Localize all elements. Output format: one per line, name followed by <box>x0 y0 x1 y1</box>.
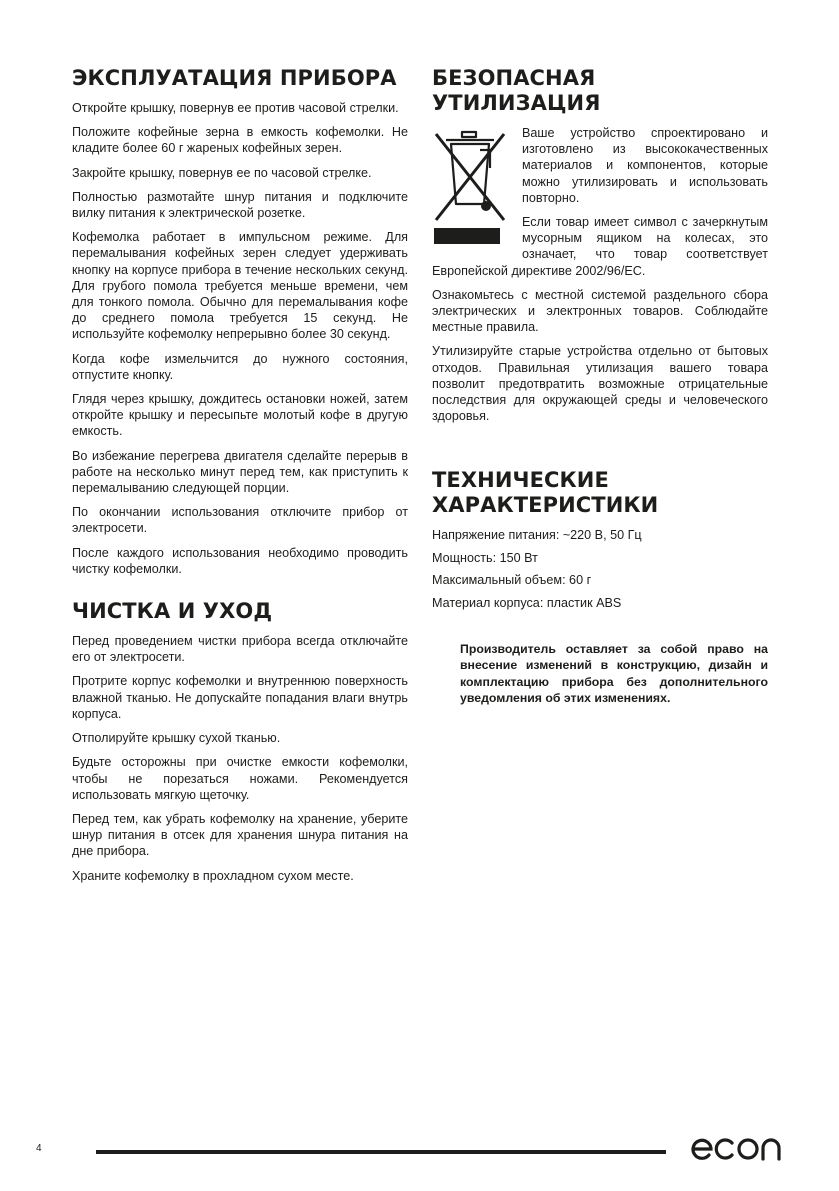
econ-logo <box>690 1134 782 1164</box>
cleaning-paragraph: Перед проведением чистки прибора всегда отключайте его от электросети. <box>72 634 408 665</box>
disposal-paragraph: Если товар имеет символ с зачеркнутым мусорным ящиком на колесах, это означает, что товар соответствует Европейской директиве 2002/96/EC. <box>432 215 768 278</box>
disposal-title: БЕЗОПАСНАЯ УТИЛИЗАЦИЯ <box>432 66 601 115</box>
specs-section <box>432 468 768 611</box>
operation-paragraph: Во избежание перегрева двигателя сделайте перерыв в работе на несколько минут перед тем, как приступить к перемалыванию следующей порции. <box>72 448 408 496</box>
operation-paragraph: Глядя через крышку, дождитесь остановки ножей, затем откройте крышку и пересыпьте молотый кофе в другую емкость. <box>72 392 408 439</box>
right-column <box>432 66 768 707</box>
crossed-out-wheelie-bin-icon <box>432 128 510 246</box>
operation-paragraph: По окончании использования отключите прибор от электросети. <box>72 505 408 536</box>
operation-paragraph: Кофемолка работает в импульсном режиме. Для перемалывания кофейных зерен следует удерживать кнопку на корпусе прибора в течение нескольких секунд. Для грубого помола требуется меньше времени, чем для тонкого помола. Обычно для перемалывания кофе до среднего помола требуется 15 секунд. Не используйте кофемолку непрерывно более 30 секунд. <box>72 230 408 342</box>
cleaning-section <box>72 599 408 884</box>
disposal-paragraph: Ваше устройство спроектировано и изготовлено из высококачественных материалов и компонентов, которые можно утилизировать и использовать повторно. <box>522 126 768 205</box>
operation-section <box>72 66 408 577</box>
cleaning-title: ЧИСТКА И УХОД <box>72 599 273 624</box>
operation-paragraph: Откройте крышку, повернув ее против часовой стрелки. <box>72 101 399 115</box>
operation-paragraph: Когда кофе измельчится до нужного состояния, отпустите кнопку. <box>72 351 408 382</box>
cleaning-paragraph: Храните кофемолку в прохладном сухом месте. <box>72 868 354 883</box>
disposal-paragraph: Ознакомьтесь с местной системой раздельного сбора электрических и электронных товаров. Соблюдайте местные правила. <box>432 287 768 335</box>
operation-paragraph: Положите кофейные зерна в емкость кофемолки. Не кладите более 60 г жареных кофейных зерен. <box>72 125 408 156</box>
operation-paragraph: После каждого использования необходимо проводить чистку кофемолки. <box>72 545 408 576</box>
cleaning-paragraph: Отполируйте крышку сухой тканью. <box>72 731 281 746</box>
cleaning-paragraph: Перед тем, как убрать кофемолку на хранение, уберите шнур питания в отсек для хранения шнура питания на дне прибора. <box>72 811 408 859</box>
operation-title: ЭКСПЛУАТАЦИЯ ПРИБОРА <box>72 66 397 90</box>
footer-rule <box>96 1150 666 1154</box>
spec-item: Максимальный объем: 60 г <box>432 573 592 588</box>
spec-item: Материал корпуса: пластик ABS <box>432 595 622 610</box>
disposal-paragraph: Утилизируйте старые устройства отдельно от бытовых отходов. Правильная утилизация вашего товара позволит предотвратить возможные отрицательные последствия для окружающей среды и человеческого здоровья. <box>432 344 768 424</box>
disposal-section <box>432 66 768 424</box>
spec-item: Мощность: 150 Вт <box>432 550 538 565</box>
cleaning-paragraph: Будьте осторожны при очистке емкости кофемолки, чтобы не порезаться ножами. Рекомендуется использовать мягкую щеточку. <box>72 755 408 802</box>
cleaning-paragraph: Протрите корпус кофемолки и внутреннюю поверхность влажной тканью. Не допускайте попадания влаги внутрь корпуса. <box>72 674 408 721</box>
manufacturer-note: Производитель оставляет за собой право на внесение изменений в конструкцию, дизайн и комплектацию прибора без дополнительного уведомления об этих изменениях. <box>460 641 768 706</box>
operation-paragraph: Полностью размотайте шнур питания и подключите вилку питания к электрической розетке. <box>72 189 408 221</box>
spec-item: Напряжение питания: ~220 В, 50 Гц <box>432 528 642 543</box>
left-column <box>72 66 408 892</box>
page-number: 4 <box>36 1143 42 1154</box>
specs-title: ТЕХНИЧЕСКИЕ ХАРАКТЕРИСТИКИ <box>432 468 659 518</box>
operation-paragraph: Закройте крышку, повернув ее по часовой стрелке. <box>72 165 372 180</box>
